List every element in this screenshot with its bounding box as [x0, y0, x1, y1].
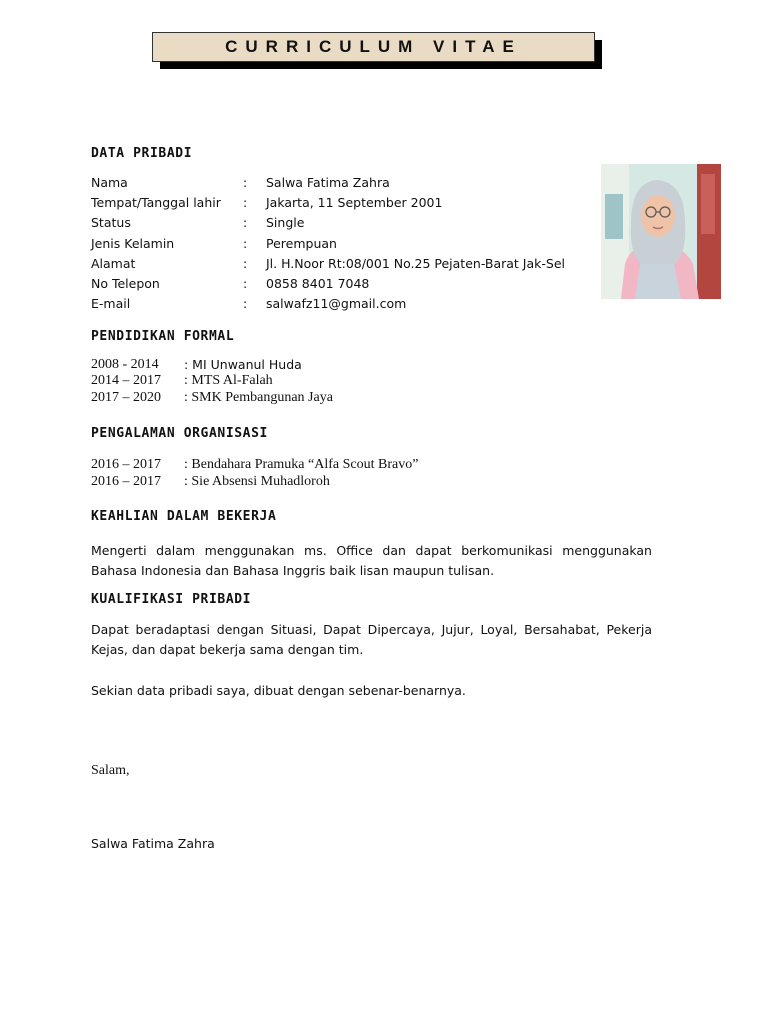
organization-role: : Sie Absensi Muhadloroh — [184, 474, 330, 489]
kualifikasi-paragraph: Dapat beradaptasi dengan Situasi, Dapat Dipercaya, Jujur, Loyal, Bersahabat, Pekerja Kejas, dan dapat bekerja sama dengan tim. — [91, 622, 652, 657]
field-value: Jl. H.Noor Rt:08/001 No.25 Pejaten-Barat Jak-Sel — [266, 256, 565, 271]
section-heading-pendidikan: PENDIDIKAN FORMAL — [91, 329, 235, 344]
keahlian-paragraph: Mengerti dalam menggunakan ms. Office dan dapat berkomunikasi menggunakan Bahasa Indonesia dan Bahasa Inggris baik lisan maupun tulisan. — [91, 543, 652, 578]
profile-photo-illustration — [601, 164, 721, 299]
field-value: 0858 8401 7048 — [266, 276, 370, 291]
field-separator: : — [243, 195, 248, 210]
field-label: Status — [91, 215, 131, 230]
section-heading-organisasi: PENGALAMAN ORGANISASI — [91, 426, 268, 441]
field-separator: : — [243, 296, 248, 311]
field-value: Single — [266, 215, 305, 230]
field-separator: : — [243, 276, 248, 291]
education-years: 2014 – 2017 — [91, 373, 161, 388]
document-title: CURRICULUM VITAE — [225, 37, 522, 56]
field-separator: : — [243, 215, 248, 230]
organization-years: 2016 – 2017 — [91, 457, 161, 472]
profile-photo — [601, 164, 721, 299]
field-value: Salwa Fatima Zahra — [266, 175, 390, 190]
signature-name: Salwa Fatima Zahra — [91, 836, 215, 851]
field-label: Tempat/Tanggal lahir — [91, 195, 221, 210]
field-label: Jenis Kelamin — [91, 236, 175, 251]
section-heading-kualifikasi: KUALIFIKASI PRIBADI — [91, 592, 252, 607]
field-value: Jakarta, 11 September 2001 — [266, 195, 443, 210]
education-years: 2017 – 2020 — [91, 390, 161, 405]
organization-years: 2016 – 2017 — [91, 474, 161, 489]
section-heading-data-pribadi: DATA PRIBADI — [91, 146, 193, 161]
education-school: : MI Unwanul Huda — [184, 357, 302, 372]
field-separator: : — [243, 256, 248, 271]
education-school: : SMK Pembangunan Jaya — [184, 390, 333, 405]
field-value: salwafz11@gmail.com — [266, 296, 407, 311]
title-banner — [152, 32, 595, 62]
field-label: No Telepon — [91, 276, 160, 291]
organization-role: : Bendahara Pramuka “Alfa Scout Bravo” — [184, 457, 419, 472]
field-label: Alamat — [91, 256, 136, 271]
field-value: Perempuan — [266, 236, 337, 251]
education-years: 2008 - 2014 — [91, 357, 159, 372]
education-school: : MTS Al-Falah — [184, 373, 273, 388]
closing-statement: Sekian data pribadi saya, dibuat dengan sebenar-benarnya. — [91, 683, 466, 698]
field-separator: : — [243, 236, 248, 251]
field-separator: : — [243, 175, 248, 190]
field-label: Nama — [91, 175, 128, 190]
salutation: Salam, — [91, 763, 130, 778]
field-label: E-mail — [91, 296, 131, 311]
section-heading-keahlian: KEAHLIAN DALAM BEKERJA — [91, 509, 277, 524]
